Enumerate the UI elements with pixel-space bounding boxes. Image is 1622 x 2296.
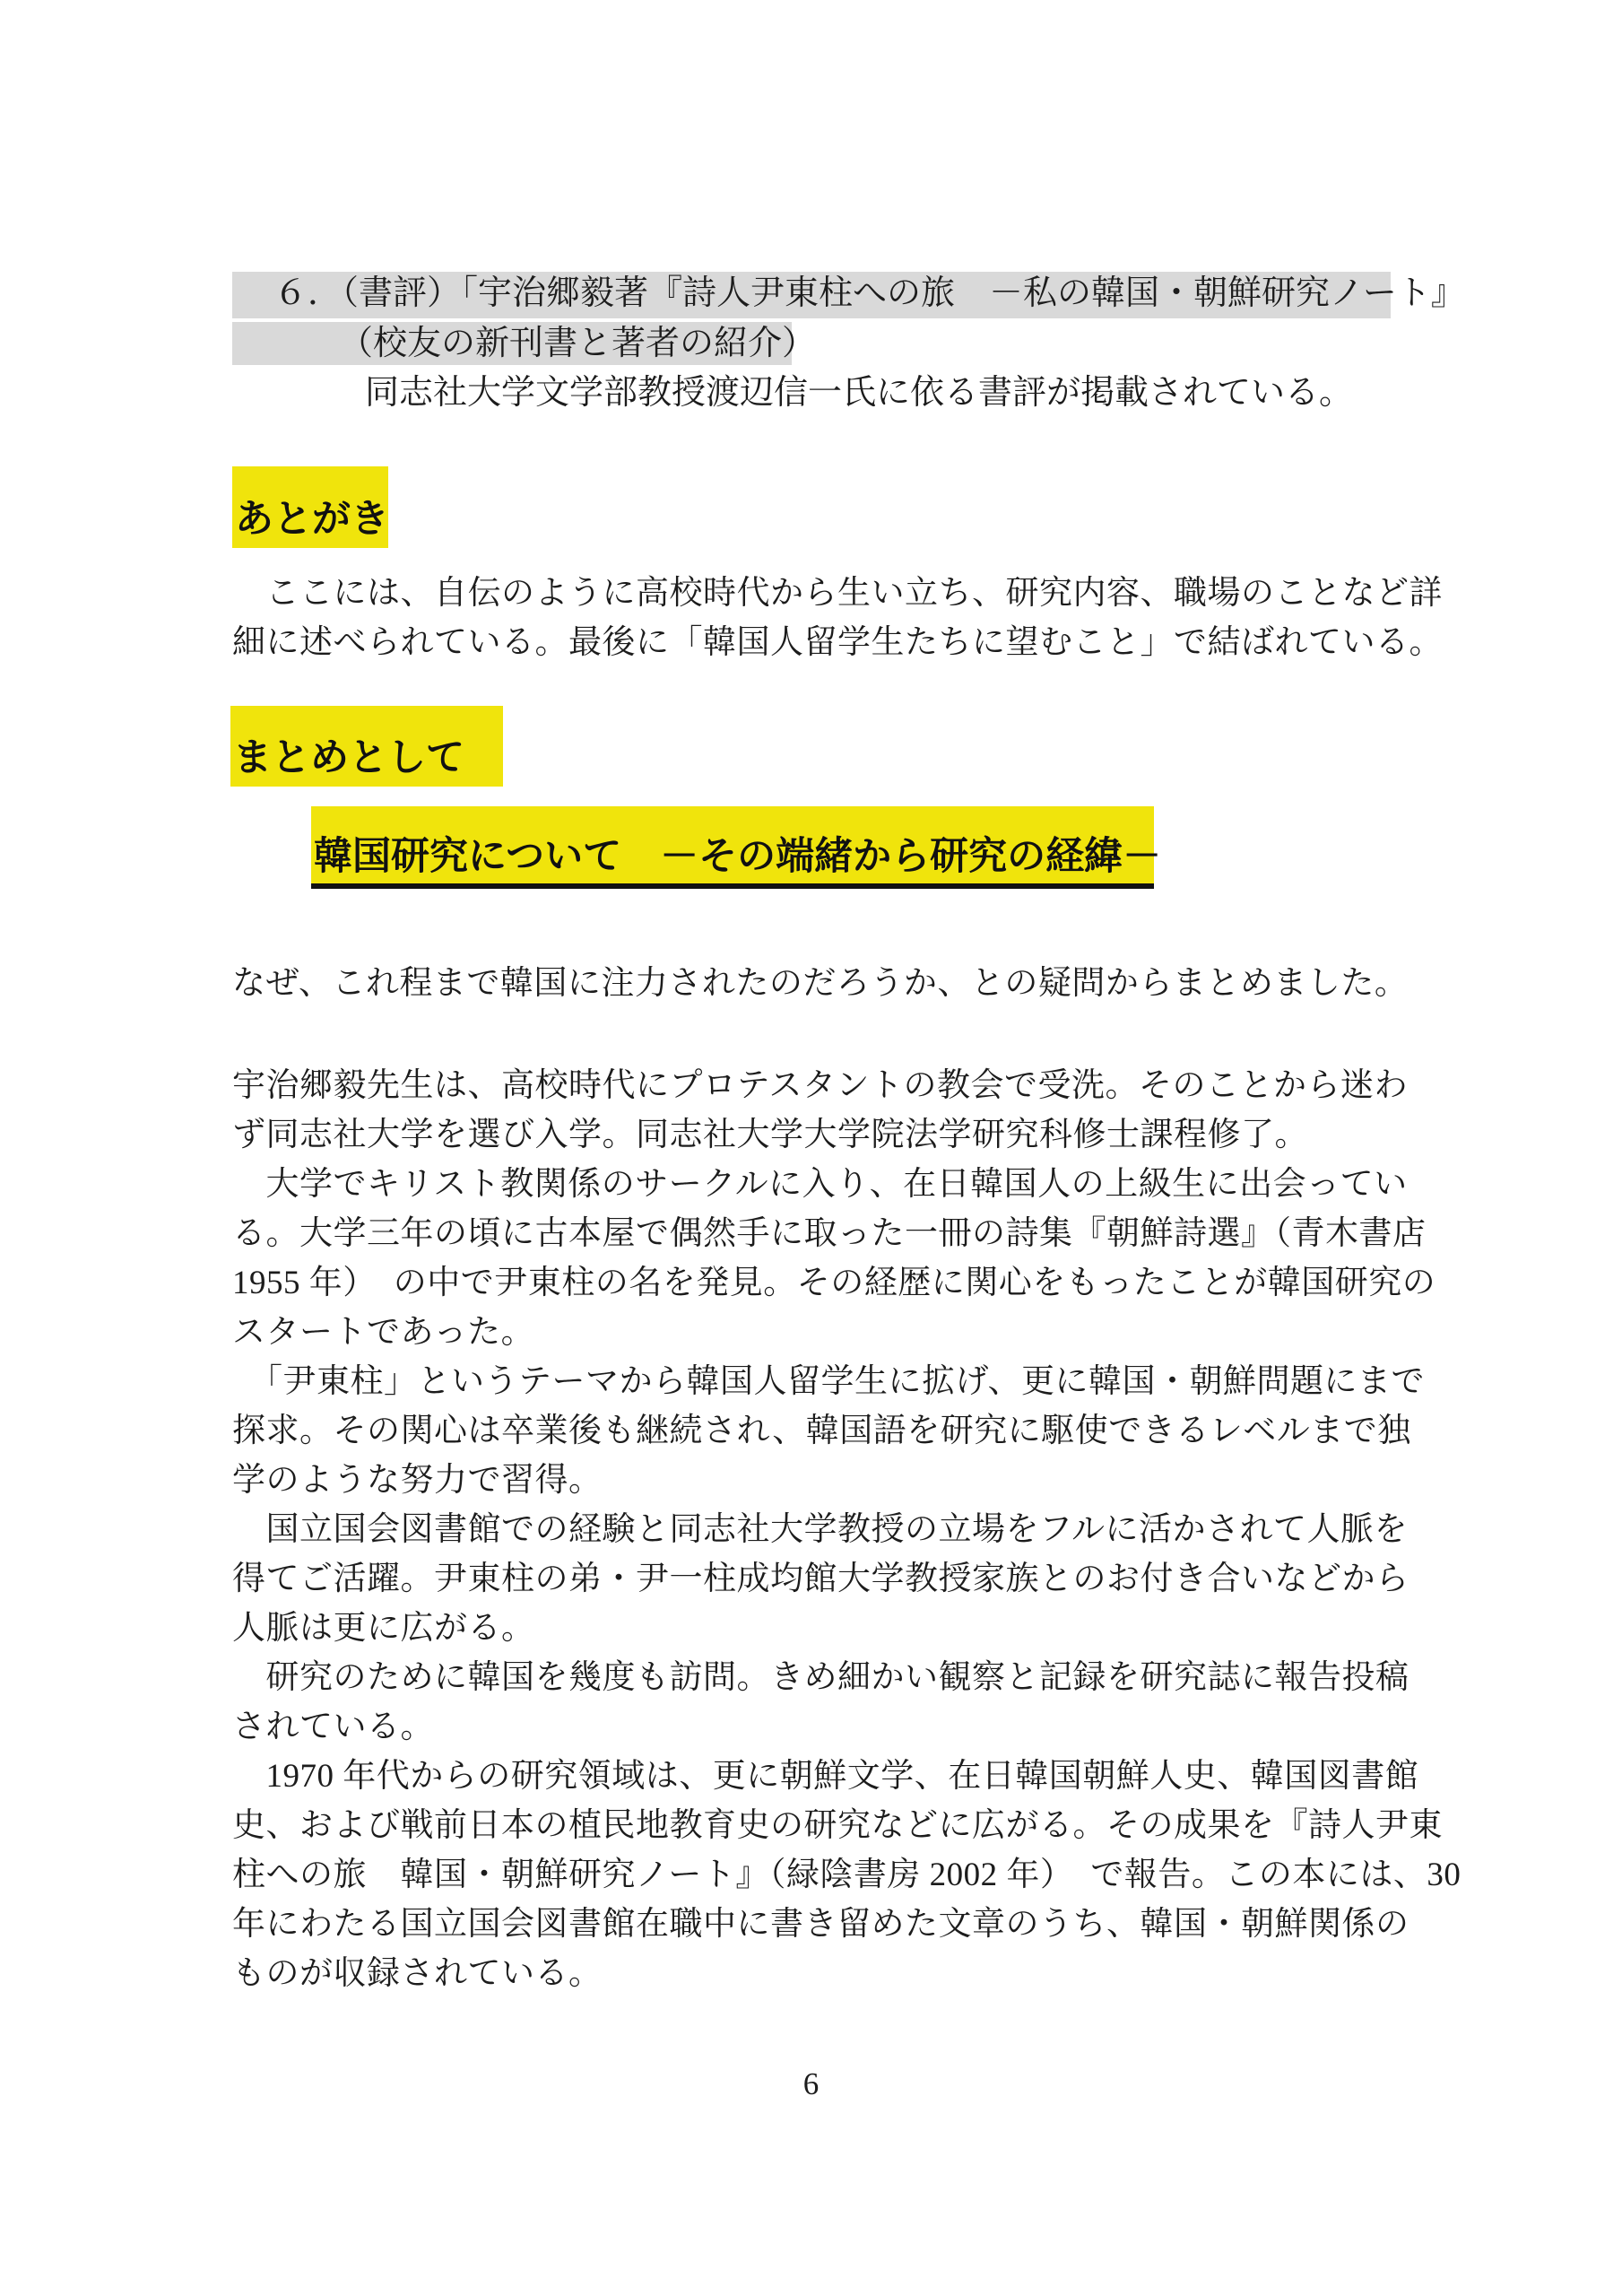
body-line: 1955 年） の中で尹東柱の名を発見。その経歴に関心をもったことが韓国研究の — [232, 1265, 1436, 1301]
body-line: 人脈は更に広がる。 — [232, 1610, 535, 1647]
body-line: ものが収録されている。 — [232, 1955, 603, 1992]
body-line: 柱への旅 韓国・朝鮮研究ノート』（緑陰書房 2002 年） で報告。この本には、30 — [232, 1857, 1462, 1893]
review-title-line1: ６．（書評）「宇治郷毅著『詩人尹東柱への旅 －私の韓国・朝鮮研究ノート』 — [273, 274, 1465, 312]
review-description: 同志社大学文学部教授渡辺信一氏に依る書評が掲載されている。 — [365, 374, 1354, 412]
body-line: 宇治郷毅先生は、高校時代にプロテスタントの教会で受洗。そのことから迷わ — [232, 1067, 1409, 1104]
body-line: 史、および戦前日本の植民地教育史の研究などに広がる。その成果を『詩人尹東 — [232, 1807, 1443, 1844]
heading-matome-label: まとめとして — [233, 736, 464, 779]
page-number: 6 — [802, 2066, 820, 2101]
body-line: 学のような努力で習得。 — [232, 1462, 603, 1499]
body-line: 「尹東柱」というテーマから韓国人留学生に拡げ、更に韓国・朝鮮問題にまで — [232, 1363, 1426, 1400]
body-line: 年にわたる国立国会図書館在職中に書き留めた文章のうち、韓国・朝鮮関係の — [232, 1906, 1409, 1943]
review-title-line2: （校友の新刊書と著者の紹介） — [339, 325, 817, 362]
body-line: 得てご活躍。尹東柱の弟・尹一柱成均館大学教授家族とのお付き合いなどから — [232, 1561, 1409, 1597]
body-line: 1970 年代からの研究領域は、更に朝鮮文学、在日韓国朝鮮人史、韓国図書館 — [232, 1758, 1419, 1795]
atogaki-paragraph — [232, 569, 1443, 667]
heading-korea-research-label: 韓国研究について －その端緒から研究の経緯－ — [314, 835, 1162, 878]
body-line: ず同志社大学を選び入学。同志社大学大学院法学研究科修士課程修了。 — [232, 1117, 1308, 1153]
heading-atogaki-label: あとがき — [235, 498, 389, 541]
body-line: 大学でキリスト教関係のサークルに入り、在日韓国人の上級生に出会ってい — [232, 1166, 1408, 1203]
body-line: 探求。その関心は卒業後も継続され、韓国語を研究に駆使できるレベルまで独 — [232, 1413, 1411, 1449]
heading-atogaki — [232, 466, 388, 548]
body-line: スタートであった。 — [232, 1314, 535, 1351]
main-body-paragraphs — [232, 1061, 1461, 1998]
body-line: 国立国会図書館での経験と同志社大学教授の立場をフルに活かされて人脈を — [232, 1511, 1409, 1548]
body-line: 研究のために韓国を幾度も訪問。きめ細かい観察と記録を研究誌に報告投稿 — [232, 1659, 1409, 1696]
body-line: る。大学三年の頃に古本屋で偶然手に取った一冊の詩集『朝鮮詩選』（青木書店 — [232, 1215, 1427, 1252]
paragraph-line: 細に述べられている。最後に「韓国人留学生たちに望むこと」で結ばれている。 — [232, 624, 1443, 661]
heading-matome — [230, 706, 503, 787]
paragraph-line: ここには、自伝のように高校時代から生い立ち、研究内容、職場のことなど詳 — [232, 575, 1443, 612]
intro-line: なぜ、これ程まで韓国に注力されたのだろうか、との疑問からまとめました。 — [232, 965, 1409, 1002]
body-line: されている。 — [232, 1709, 434, 1745]
heading-korea-research — [311, 806, 1162, 889]
